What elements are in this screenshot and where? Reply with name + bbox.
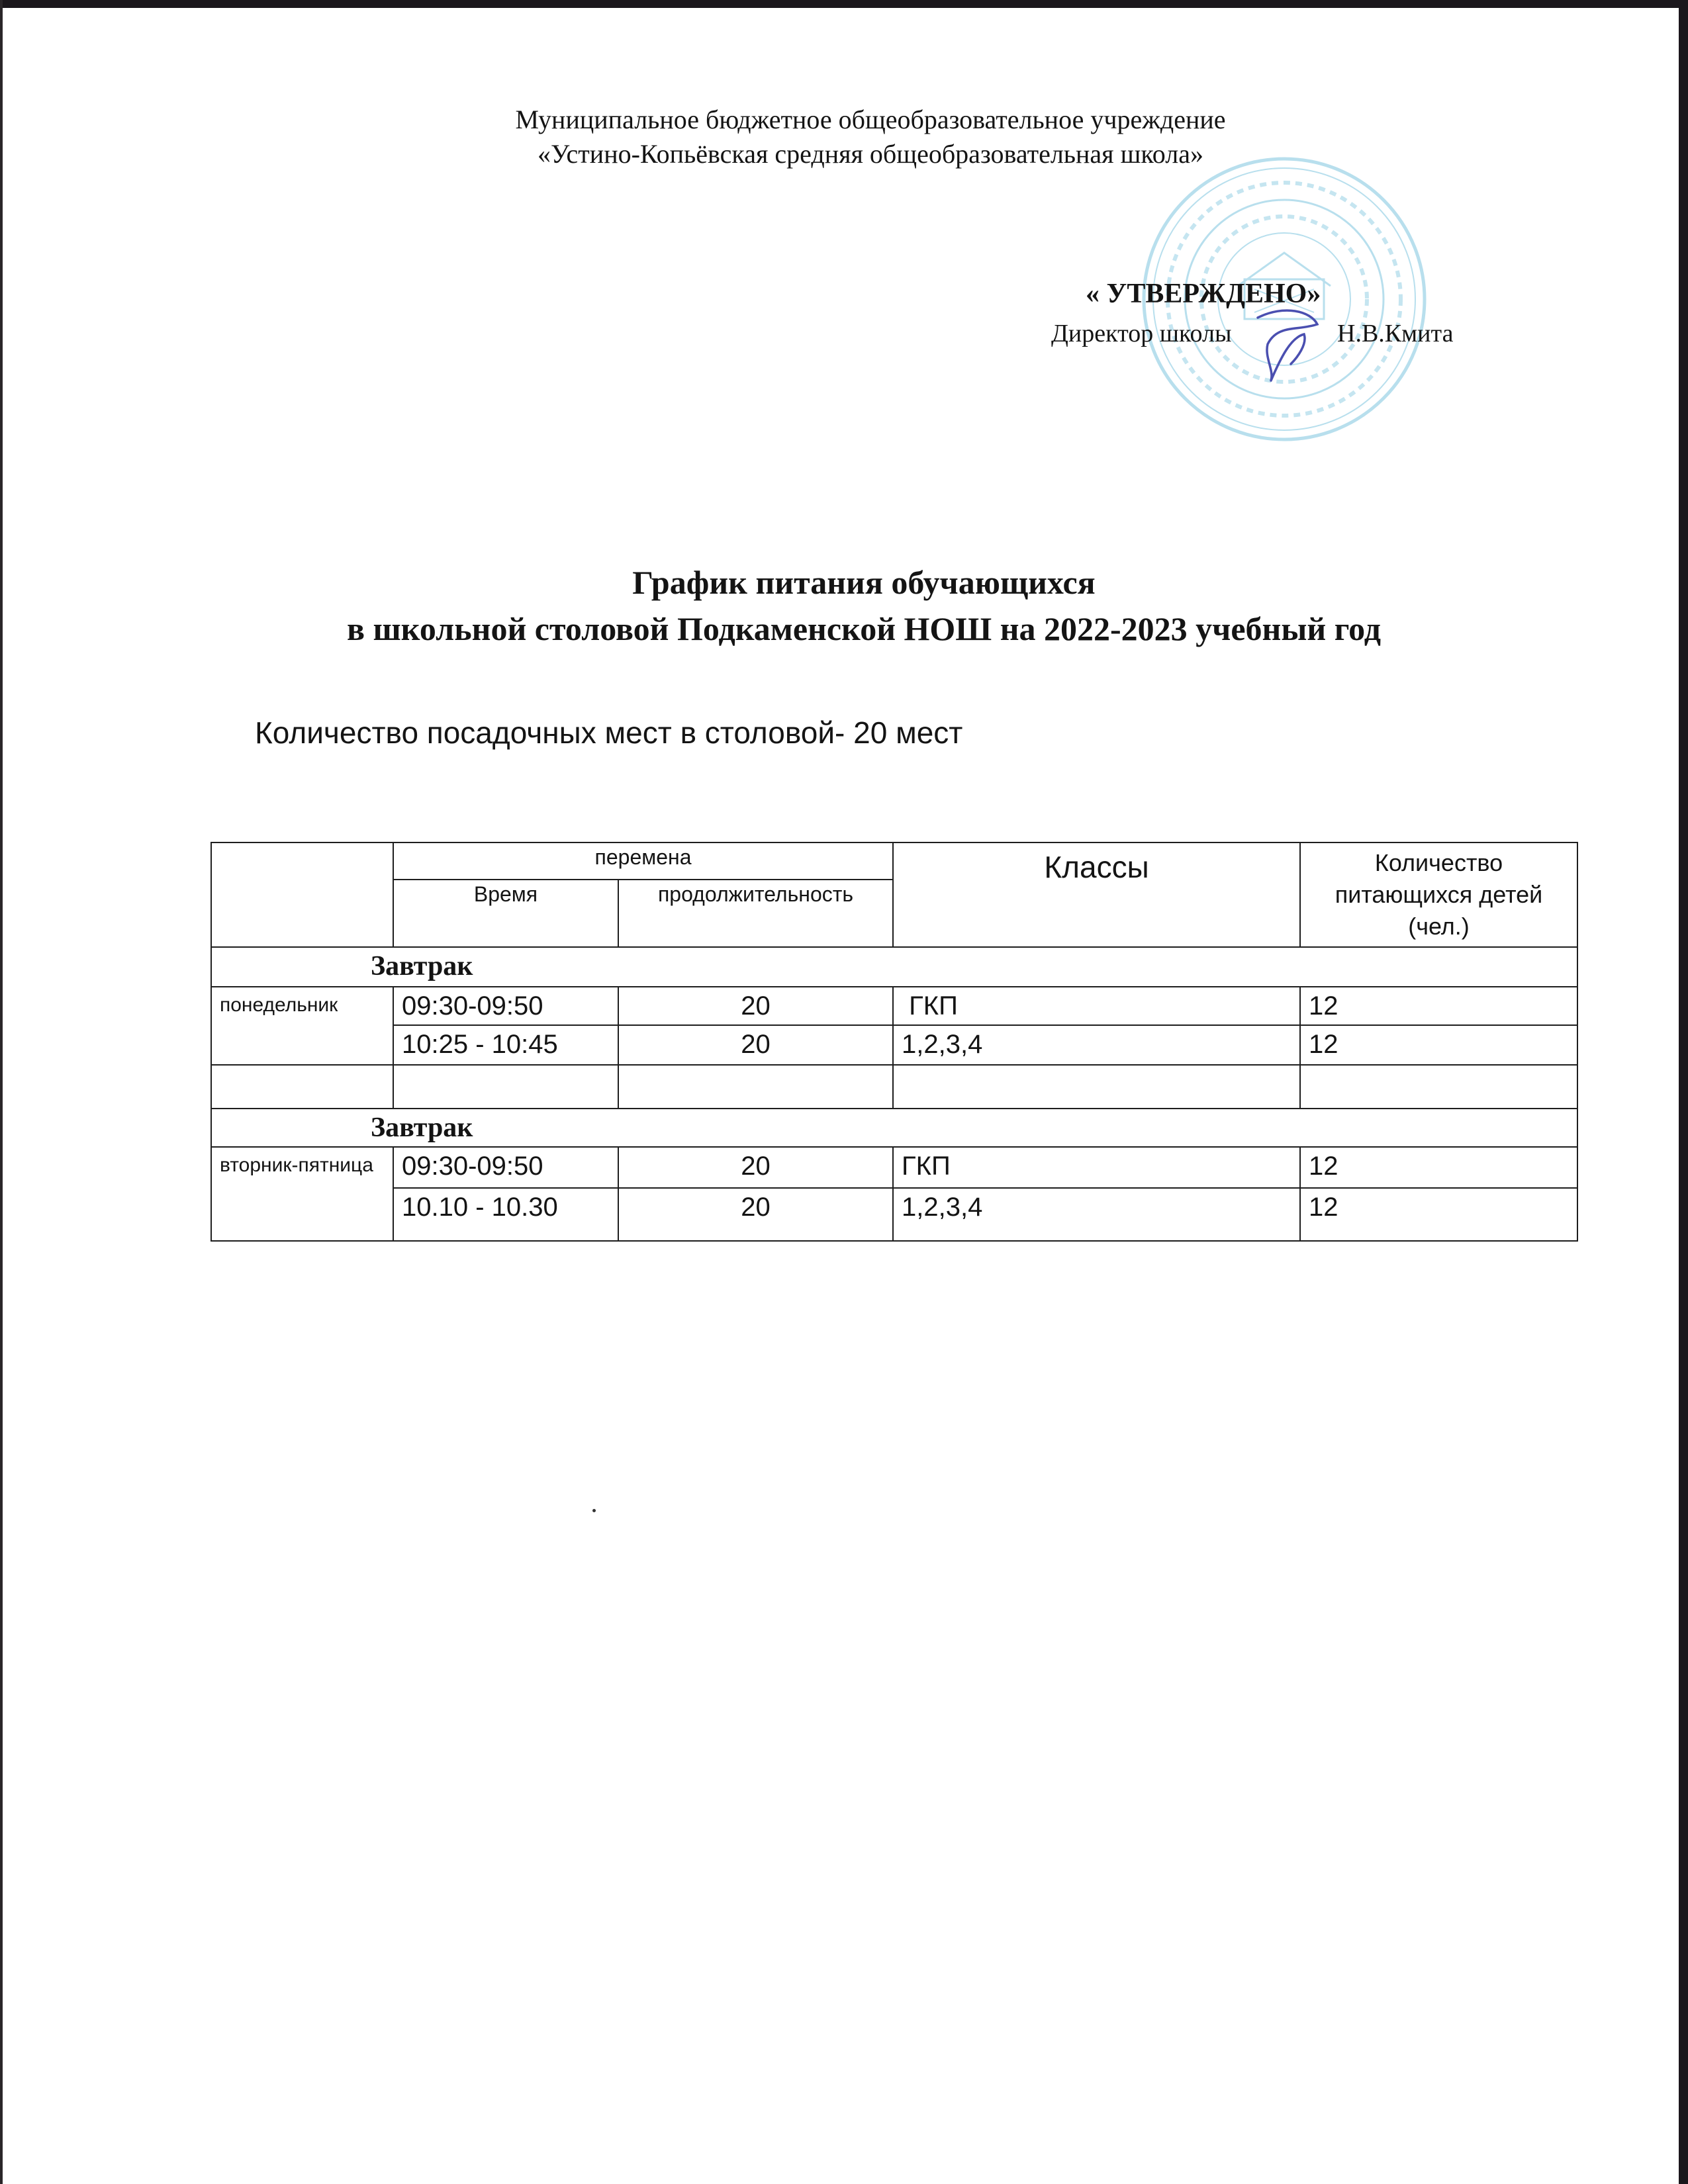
- seating-capacity: Количество посадочных мест в столовой- 20 мест: [255, 715, 963, 750]
- header-classes: Классы: [893, 842, 1300, 947]
- header-duration: продолжительность: [618, 880, 893, 947]
- header-empty-cell: [211, 842, 393, 947]
- meal-schedule-table: [211, 842, 1578, 1242]
- document-title-line-2: в школьной столовой Подкаменской НОШ на 2022-2023 учебный год: [346, 610, 1382, 647]
- empty-cell: [393, 1065, 618, 1109]
- time-cell: 10:25 - 10:45: [393, 1025, 618, 1065]
- count-cell: 12: [1300, 1147, 1577, 1188]
- table-row: [211, 1147, 1577, 1188]
- day-cell: вторник-пятница: [211, 1147, 393, 1241]
- table-row: [211, 1025, 1577, 1065]
- header-break: перемена: [393, 842, 893, 880]
- classes-cell: ГКП: [893, 987, 1300, 1025]
- approved-heading: « УТВЕРЖДЕНО»: [1086, 279, 1321, 309]
- document-title-line-1: График питания обучающихся: [632, 564, 1096, 601]
- director-name: Н.В.Кмита: [1337, 320, 1454, 347]
- header-time: Время: [393, 880, 618, 947]
- section-row-breakfast-1: [211, 947, 1577, 987]
- count-cell: 12: [1300, 987, 1577, 1025]
- empty-row: [211, 1065, 1577, 1109]
- speck-dot: [592, 1509, 596, 1512]
- institution-line-2: «Устино-Копьёвская средняя общеобразовательная школа»: [538, 139, 1203, 169]
- time-cell: 10.10 - 10.30: [393, 1188, 618, 1241]
- director-position: Директор школы: [1051, 320, 1232, 347]
- institution-line-1: Муниципальное бюджетное общеобразовательное учреждение: [515, 105, 1226, 134]
- classes-cell: ГКП: [893, 1147, 1300, 1188]
- section-row-breakfast-2: [211, 1109, 1577, 1147]
- classes-cell: 1,2,3,4: [893, 1025, 1300, 1065]
- empty-cell: [893, 1065, 1300, 1109]
- left-frame-edge: [0, 0, 3, 2184]
- section-label: Завтрак: [211, 947, 1577, 987]
- count-cell: 12: [1300, 1188, 1577, 1241]
- empty-cell: [618, 1065, 893, 1109]
- day-cell: понедельник: [211, 987, 393, 1065]
- count-cell: 12: [1300, 1025, 1577, 1065]
- duration-cell: 20: [618, 1188, 893, 1241]
- time-cell: 09:30-09:50: [393, 1147, 618, 1188]
- table-row: [211, 1188, 1577, 1241]
- section-label: Завтрак: [211, 1109, 1577, 1147]
- signature-icon: [1244, 298, 1331, 384]
- duration-cell: 20: [618, 1147, 893, 1188]
- time-cell: 09:30-09:50: [393, 987, 618, 1025]
- empty-cell: [1300, 1065, 1577, 1109]
- duration-cell: 20: [618, 987, 893, 1025]
- right-frame-edge: [1679, 0, 1688, 2184]
- top-frame-bar: [0, 0, 1688, 8]
- table-header-row: [211, 842, 1577, 880]
- table-row: [211, 987, 1577, 1025]
- classes-cell: 1,2,3,4: [893, 1188, 1300, 1241]
- duration-cell: 20: [618, 1025, 893, 1065]
- header-children-count: Количество питающихся детей (чел.): [1300, 842, 1577, 947]
- empty-cell: [211, 1065, 393, 1109]
